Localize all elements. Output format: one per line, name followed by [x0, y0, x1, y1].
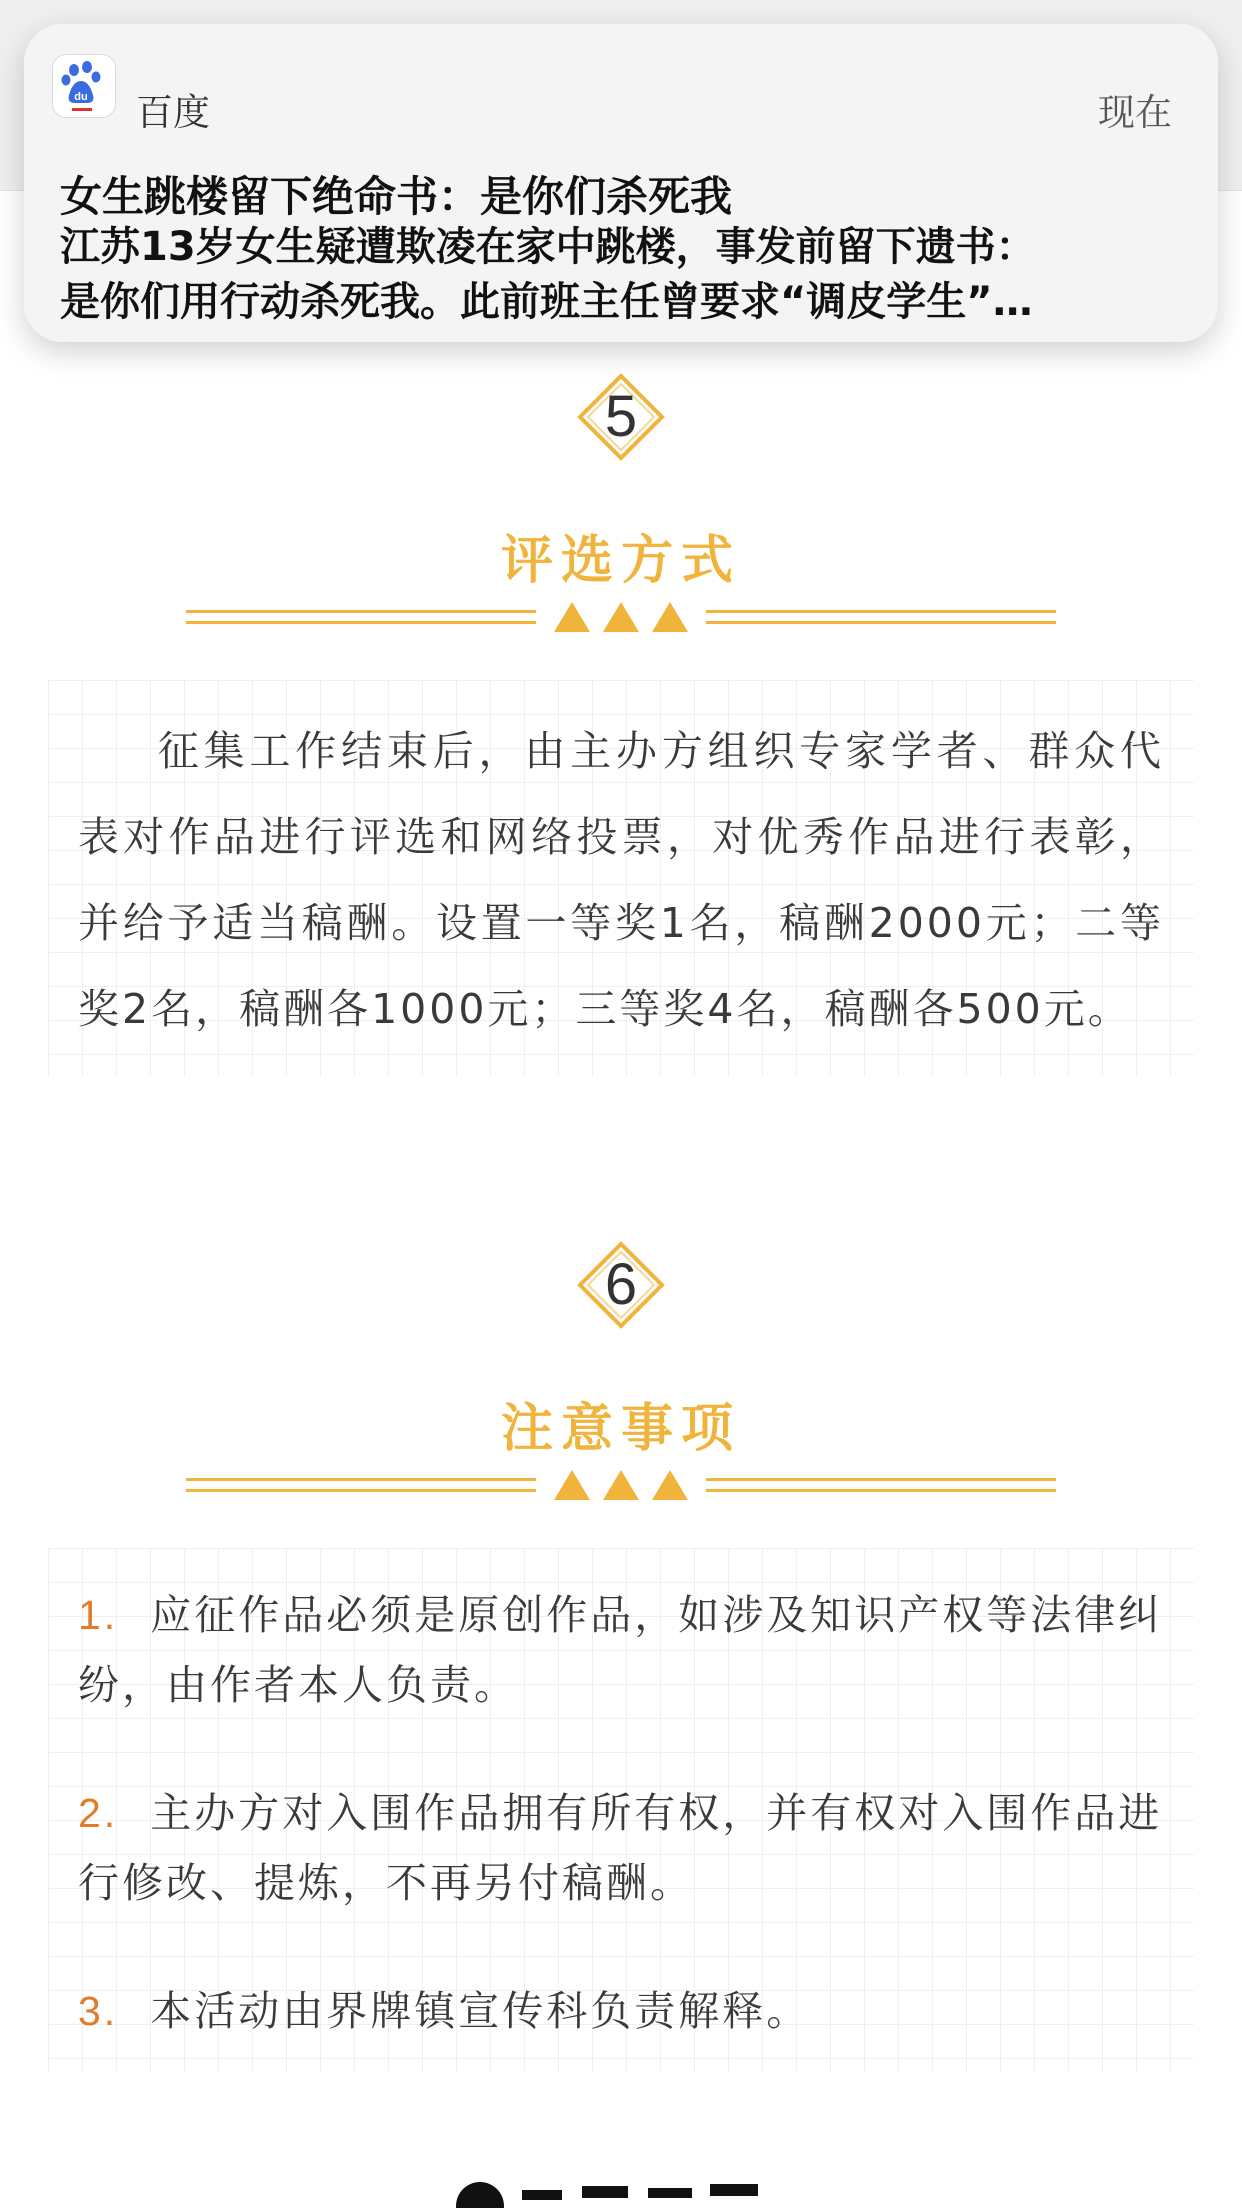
notification-banner[interactable]: [24, 24, 1218, 342]
note-item-3: [78, 1976, 1168, 2046]
section-6-divider: [186, 1466, 1056, 1506]
notification-body: [60, 220, 1200, 330]
section-5-title: 评选方式: [500, 531, 741, 591]
note-item-1-number: 1.: [78, 1592, 119, 1638]
divider-line-left: [186, 610, 536, 624]
divider-line-right: [706, 610, 1056, 624]
note-item-2-text: 主办方对入围作品拥有所有权，并有权对入围作品进行修改、提炼，不再另付稿酬。: [78, 1789, 1163, 1907]
section-5-text: 征集工作结束后，由主办方组织专家学者、群众代表对作品进行评选和网络投票，对优秀作品进行表彰，并给予适当稿酬。设置一等奖1名，稿酬2000元；二等奖2名，稿酬各1000元；三等奖4名，稿酬各500元。: [78, 727, 1164, 1033]
triangles-icon: [554, 1466, 688, 1500]
note-item-3-text: 本活动由界牌镇宣传科负责解释。: [150, 1987, 811, 2035]
svg-text:du: du: [74, 91, 88, 103]
section-6-number: 6: [604, 1252, 638, 1317]
notification-body-line-1: 江苏13岁女生疑遭欺凌在家中跳楼，事发前留下遗书：: [60, 224, 1036, 270]
footer-logo: [452, 2176, 792, 2208]
divider-line-right: [706, 1478, 1056, 1492]
notification-app-name: 百度: [136, 91, 210, 134]
section-6-title: 注意事项: [500, 1399, 741, 1459]
section-6-number-badge: [576, 1240, 666, 1330]
section-5-divider: [186, 598, 1056, 638]
note-item-1-text: 应征作品必须是原创作品，如涉及知识产权等法律纠纷，由作者本人负责。: [78, 1591, 1163, 1709]
divider-line-left: [186, 1478, 536, 1492]
section-5-number: 5: [604, 384, 638, 449]
notification-body-line-2: 是你们用行动杀死我。此前班主任曾要求“调皮学生”…: [60, 279, 1033, 325]
triangles-icon: [554, 598, 688, 632]
note-item-3-number: 3.: [78, 1988, 119, 2034]
section-5-number-badge: [576, 372, 666, 462]
note-item-1: [78, 1580, 1168, 1720]
note-item-2-number: 2.: [78, 1790, 119, 1836]
notification-title: 女生跳楼留下绝命书：是你们杀死我: [60, 172, 733, 221]
notification-time: 现在: [1098, 91, 1172, 134]
baidu-paw-icon: [52, 54, 116, 118]
note-item-2: [78, 1778, 1168, 1918]
section-5-paragraph: [78, 708, 1164, 1052]
